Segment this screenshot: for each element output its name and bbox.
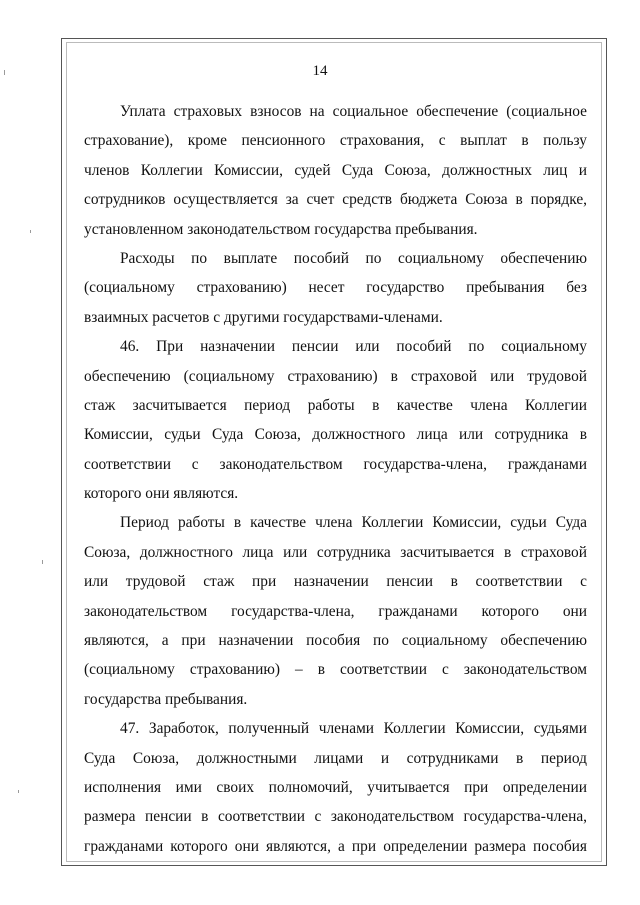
paragraph-item-46 xyxy=(84,332,587,508)
text-line: Период работы в качестве члена Коллегии Комиссии, судьи Суда xyxy=(120,514,587,532)
text-line: государства пребывания. xyxy=(84,690,248,708)
text-line: страхование), кроме пенсионного страхования, с выплат в пользу xyxy=(84,132,587,150)
text-line: Союза, должностного лица или сотрудника засчитывается в страховой xyxy=(84,543,587,561)
paragraph-benefit-expenses xyxy=(84,244,587,332)
margin-mark xyxy=(18,790,19,793)
text-line: членов Коллегии Комиссии, судей Суда Союза, должностных лиц и xyxy=(84,161,587,179)
text-line: гражданами которого они являются, а при определении размера пособия xyxy=(84,837,587,855)
text-line: взаимных расчетов с другими государствами-членами. xyxy=(84,308,443,326)
text-line: стаж засчитывается период работы в качестве члена Коллегии xyxy=(84,396,587,414)
text-line: (социальному страхованию) несет государство пребывания без xyxy=(84,279,587,297)
page-number: 14 xyxy=(312,63,328,79)
text-line: 47. Заработок, полученный членами Коллегии Комиссии, судьями xyxy=(120,720,587,738)
text-line: (социальному страхованию) – в соответствии с законодательством xyxy=(84,661,587,679)
text-line: размера пенсии в соответствии с законодательством государства-члена, xyxy=(84,808,587,826)
text-line: обеспечению (социальному страхованию) в страховой или трудовой xyxy=(84,367,587,385)
text-line: сотрудников осуществляется за счет средств бюджета Союза в порядке, xyxy=(84,191,587,209)
text-line: Комиссии, судьи Суда Союза, должностного лица или сотрудника в xyxy=(84,426,587,444)
text-line: Уплата страховых взносов на социальное обеспечение (социальное xyxy=(120,103,587,120)
margin-mark xyxy=(42,560,43,564)
document-body xyxy=(84,97,587,861)
text-line: установленном законодательством государства пребывания. xyxy=(84,220,478,238)
text-line: 46. При назначении пенсии или пособий по социальному xyxy=(120,338,587,356)
text-line: которого они являются. xyxy=(84,485,239,503)
paragraph-work-period xyxy=(84,508,587,714)
text-line: соответствии с законодательством государства-члена, гражданами xyxy=(84,455,587,473)
text-line: или трудовой стаж при назначении пенсии в соответствии с xyxy=(84,573,587,591)
text-line: законодательством государства-члена, гражданами которого они xyxy=(84,602,587,620)
text-line: Расходы по выплате пособий по социальному обеспечению xyxy=(120,249,587,267)
margin-mark xyxy=(30,230,31,233)
paragraph-insurance-contributions xyxy=(84,97,587,244)
text-line: являются, а при назначении пособия по социальному обеспечению xyxy=(84,632,587,650)
paragraph-item-47 xyxy=(84,714,587,861)
text-line: Суда Союза, должностными лицами и сотрудниками в период xyxy=(84,749,587,767)
text-line: исполнения ими своих полномочий, учитывается при определении xyxy=(84,778,587,796)
